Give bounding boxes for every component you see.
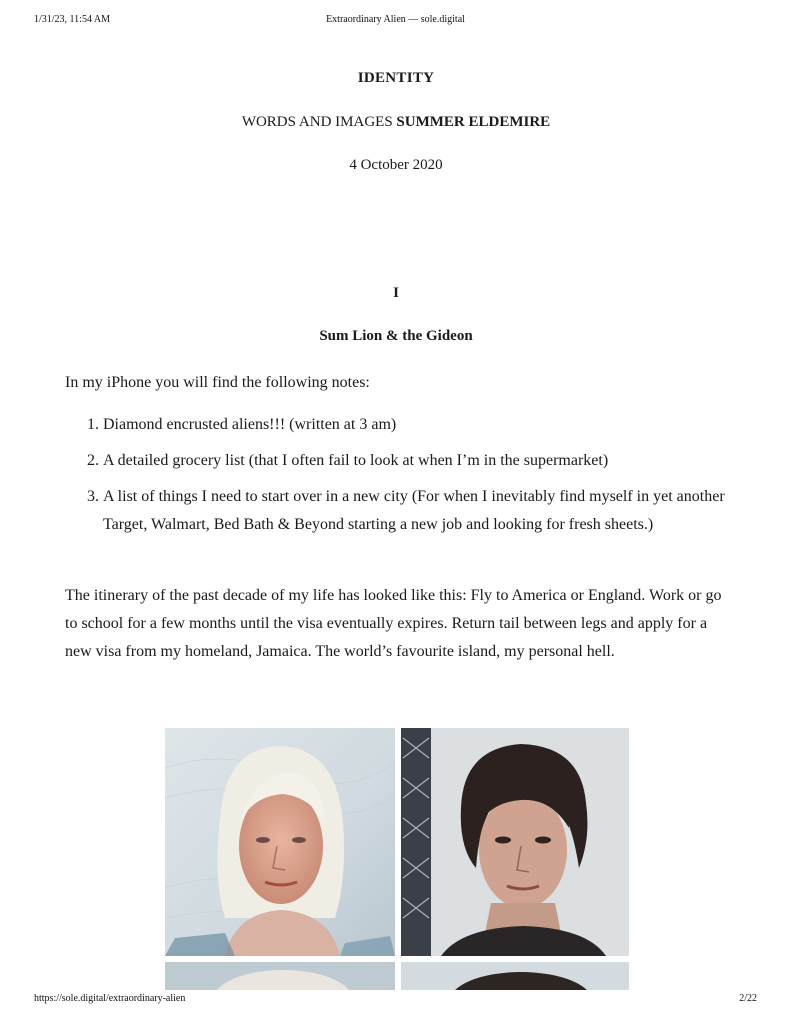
list-item: 1. Diamond encrusted aliens!!! (written at 3 am)	[103, 411, 765, 439]
list-item: 3. A list of things I need to start over in a new city (For when I inevitably find myself in yet another Target, Walmart, Bed Bath & Beyond starting a new job and looking for fresh sheets.)	[103, 483, 765, 539]
print-header	[0, 14, 791, 28]
passport-photo-partial-right	[401, 962, 629, 990]
author-name: SUMMER ELDEMIRE	[396, 114, 551, 130]
passport-photo-partial-left	[165, 962, 395, 990]
print-url: https://sole.digital/extraordinary-alien	[34, 993, 186, 1004]
article-date: 4 October 2020	[349, 157, 443, 173]
itinerary-paragraph: The itinerary of the past decade of my life has looked like this: Fly to America or England. Work or go to school for a few months until the visa eventually expires. Return tail between legs and apply for a new visa from my homeland, Jamaica. The world’s favourite island, my personal hell.	[65, 587, 722, 660]
credits-prefix: WORDS AND IMAGES	[241, 114, 393, 130]
passport-photo-grid	[165, 728, 629, 990]
print-page-title: Extraordinary Alien — sole.digital	[326, 14, 465, 25]
section-number: I	[393, 285, 399, 301]
list-item: 2. A detailed grocery list (that I often fail to look at when I’m in the supermarket)	[103, 447, 765, 475]
passport-photo-blonde	[165, 728, 395, 956]
passport-photo-brunette	[401, 728, 629, 956]
section-title: Sum Lion & the Gideon	[319, 328, 473, 344]
print-datetime: 1/31/23, 11:54 AM	[34, 14, 111, 25]
notes-list	[65, 411, 765, 547]
article-kicker: IDENTITY	[357, 70, 435, 86]
print-footer	[0, 993, 791, 1007]
print-page-number: 2/22	[739, 993, 757, 1004]
article-credits	[65, 114, 727, 131]
intro-paragraph: In my iPhone you will find the following notes:	[65, 374, 370, 391]
